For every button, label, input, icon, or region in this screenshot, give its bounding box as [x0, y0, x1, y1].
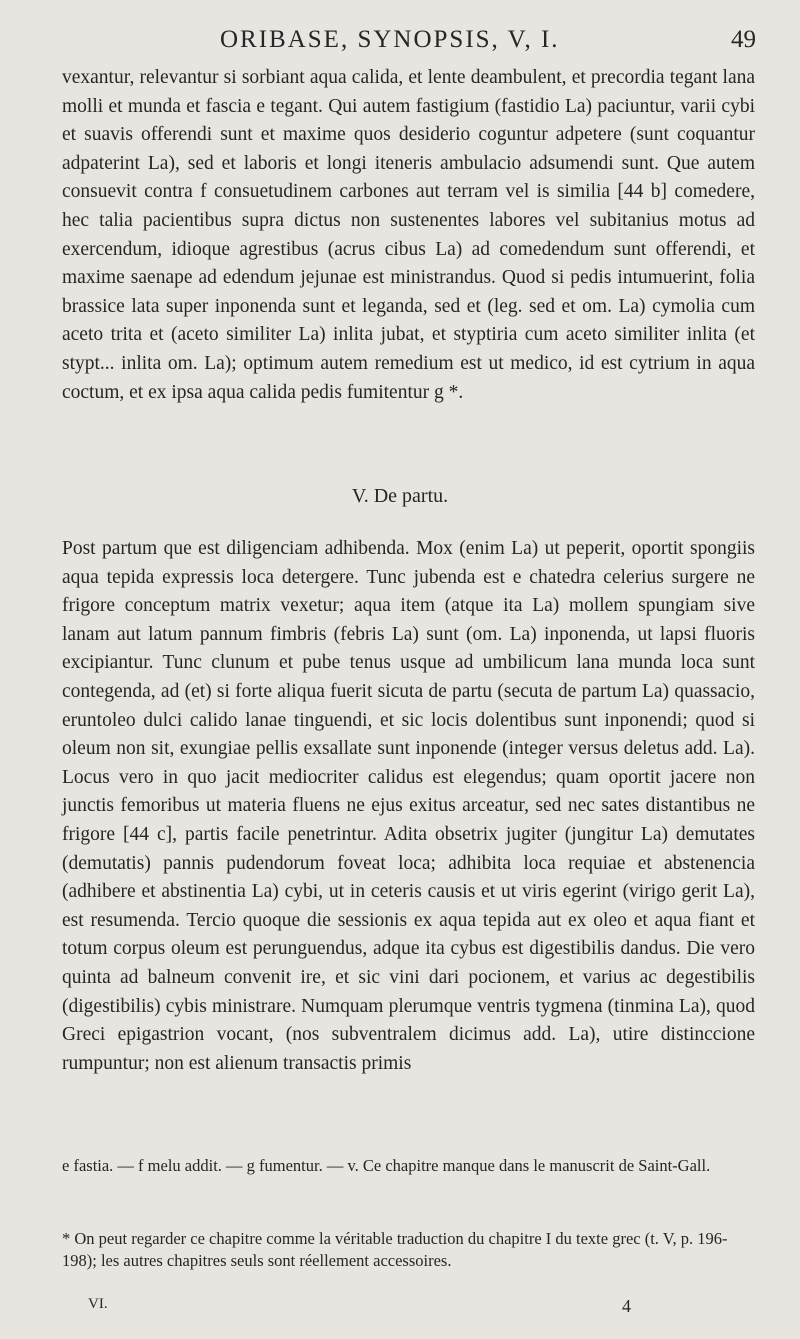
page-number: 49 — [731, 26, 756, 53]
paragraph-2: Post partum que est diligenciam adhibenda. Mox (enim La) ut peperit, oportit spongiis aqua tepida expressis loca detergere. Tunc jubenda est e chatedra celerius surgere ne frigore conceptum matrix vexetur; aqua item (atque ita La) mollem spungiam sive lanam aut latum pannum fimbris (febris La) sunt (om. La) inponenda, ut lapsi fluoris excipiantur. Tunc clunum et pube tenus usque ad umbilicum lana munda loca sunt contegenda, ad (et) si forte aliqua fuerit sicuta de partu (secuta de partum La) quassacio, eruntoleo dulci calido lanae tinguendi, et sic locis dolentibus sunt inponendi; quod si oleum non sit, exungiae pellis exsallate sunt inponende (integer versus deletus add. La). Locus vero in quo jacit mediocriter calidus est elegendus; quam oportit jacere non junctis femoribus ut materia fluens ne ejus exitus arceatur, sed nec sates distantibus ne frigore [44 c], partis facile penetrintur. Adita obsetrix jugiter (jungitur La) demutates (demutatis) pannis pudendorum foveat loca; adhibita loca requiae et abstenencia (adhibere et abstinentia La) cybi, ut in ceteris causis et ut viris egerint (virigo gerit La), est resumenda. Tercio quoque die sessionis ex aqua tepida aut ex oleo et aqua fiant et totum corpus oleum est perunguendus, adque ita cybus est digestibilis dandus. Die vero quinta ad balneum convenit ire, et sic vini dari pocionem, et varius ac degestibilis (digestibilis) cybis ministrare. Numquam plerumque ventris tygmena (tinmina La), quod Greci epigastrion vocant, (nos subventralem dicimus add. La), utire distinccione rumpuntur; non est alienum transactis primis — [62, 538, 755, 1074]
footnote-asterisk: * On peut regarder ce chapitre comme la véritable traduction du chapitre I du texte grec (t. V, p. 196-198); les autres chapitres seuls sont réellement accessoires. — [62, 1229, 728, 1270]
sheet-number: 4 — [622, 1296, 631, 1316]
chapter-heading: V. De partu. — [351, 485, 449, 507]
signature-mark: VI. — [88, 1296, 108, 1312]
paragraph-1: vexantur, relevantur si sorbiant aqua calida, et lente deambulent, et precordia tegant lana molli et munda et fascia e tegant. Qui autem fastigium (fastidio La) paciuntur, varii cybi et suavis offerendi sunt et maxime quos desiderio coguntur adpetere (sunt coquantur adpaterint La), sed et laboris et longi iteneris ambulacio adsumendi sunt. Que autem consuevit contra f consuetudinem carbones aut terram vel is similia [44 b] comedere, hec talia pacientibus supra dictus non sustenentes labores vel subitanius motus ad exercendum, idioque agrestibus (acrus cibus La) ad comedendum sunt offerendi, et maxime saenape ad edendum jejunae est ministrandus. Quod si pedis intumuerint, folia brassice lata super inponenda sunt et leganda, sed et (leg. sed et om. La) cymolia cum aceto trita et (aceto similiter La) inlita jubat, et styptiria cum aceto similiter inlita (et stypt... inlita om. La); optimum autem remedium est ut medico, id est cytrium in aqua coctum, et ex ipsa aqua calida pedis fumitentur g *. — [62, 67, 755, 403]
running-head — [0, 22, 800, 62]
footnote-variants: e fastia. — f melu addit. — g fumentur. — v. Ce chapitre manque dans le manuscrit de Saint-Gall. — [62, 1156, 711, 1175]
running-title: ORIBASE, SYNOPSIS, V, I. — [220, 26, 560, 53]
